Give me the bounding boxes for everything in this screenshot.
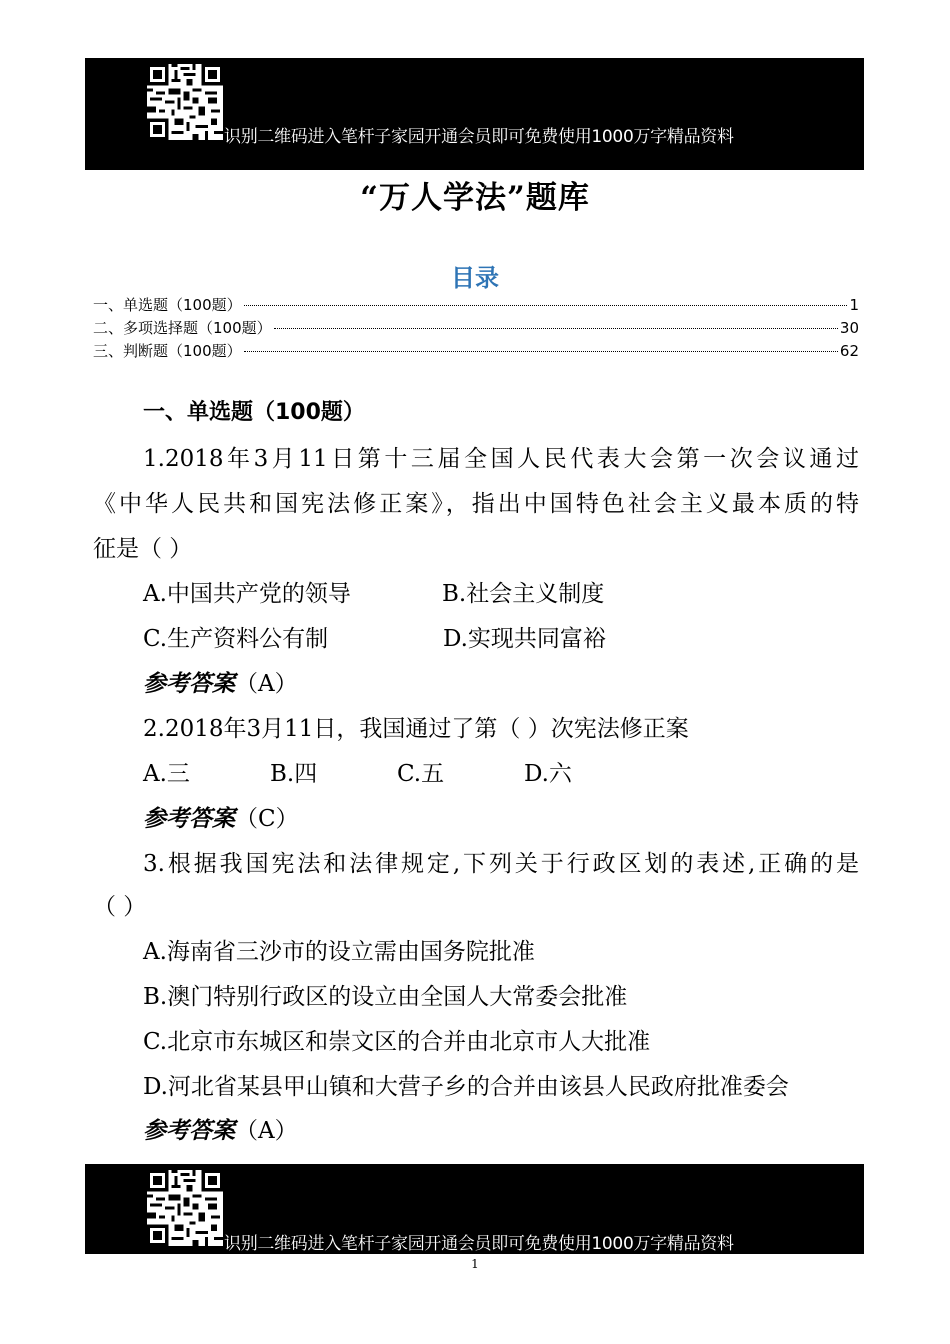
question-stem-line: 《中华人民共和国宪法修正案》，指出中国特色社会主义最本质的特 bbox=[93, 491, 859, 517]
question-stem-line: 1.2018年3月11日第十三届全国人民代表大会第一次会议通过 bbox=[143, 446, 859, 472]
option-b: B.四 bbox=[270, 761, 318, 787]
option-b: B.澳门特别行政区的设立由全国人大常委会批准 bbox=[143, 984, 628, 1010]
toc-entry[interactable] bbox=[93, 294, 859, 317]
page-number: 1 bbox=[471, 1257, 479, 1271]
document-title: “万人学法”题库 bbox=[360, 180, 590, 216]
option-c: C.生产资料公有制 bbox=[143, 626, 329, 652]
toc-entry[interactable] bbox=[93, 317, 859, 340]
question-stem-line: 2.2018年3月11日，我国通过了第（ ）次宪法修正案 bbox=[143, 716, 689, 742]
top-banner bbox=[85, 58, 864, 170]
banner-text: 识别二维码进入笔杆子家园开通会员即可免费使用1000万字精品资料 bbox=[224, 127, 734, 147]
answer-label: 参考答案 bbox=[143, 1117, 235, 1144]
qr-code-icon[interactable] bbox=[147, 1170, 223, 1246]
section-title: 一、单选题（100题） bbox=[143, 400, 365, 425]
answer-value: （A） bbox=[235, 1118, 298, 1144]
question-stem-line: 征是（ ） bbox=[93, 536, 193, 562]
toc-entry-page: 62 bbox=[839, 342, 859, 360]
qr-code-icon[interactable] bbox=[147, 64, 223, 140]
toc-entry-label: 一、单选题（100题） bbox=[93, 296, 242, 314]
option-b: B.社会主义制度 bbox=[442, 581, 605, 607]
answer-label: 参考答案 bbox=[143, 805, 235, 832]
option-c: C.五 bbox=[397, 761, 445, 787]
toc-entry[interactable] bbox=[93, 340, 859, 363]
banner-text: 识别二维码进入笔杆子家园开通会员即可免费使用1000万字精品资料 bbox=[224, 1234, 734, 1254]
option-d: D.实现共同富裕 bbox=[443, 626, 606, 652]
toc-entry-label: 三、判断题（100题） bbox=[93, 342, 242, 360]
option-c: C.北京市东城区和崇文区的合并由北京市人大批准 bbox=[143, 1029, 651, 1055]
toc-leader bbox=[274, 328, 838, 329]
answer-value: （C） bbox=[235, 806, 299, 832]
option-a: A.三 bbox=[143, 761, 190, 787]
option-d: D.六 bbox=[524, 761, 572, 787]
answer-line bbox=[143, 665, 298, 698]
toc-entry-label: 二、多项选择题（100题） bbox=[93, 319, 272, 337]
toc-heading: 目录 bbox=[451, 263, 499, 292]
option-d: D.河北省某县甲山镇和大营子乡的合并由该县人民政府批准委会 bbox=[143, 1074, 789, 1100]
toc-entry-page: 30 bbox=[839, 319, 859, 337]
table-of-contents bbox=[93, 294, 859, 363]
answer-line bbox=[143, 1112, 298, 1145]
toc-entry-page: 1 bbox=[849, 296, 859, 314]
option-a: A.中国共产党的领导 bbox=[143, 581, 351, 607]
question-stem-line: 3.根据我国宪法和法律规定,下列关于行政区划的表述,正确的是 bbox=[143, 851, 859, 877]
option-a: A.海南省三沙市的设立需由国务院批准 bbox=[143, 939, 535, 965]
bottom-banner bbox=[85, 1164, 864, 1254]
toc-leader bbox=[244, 351, 838, 352]
answer-value: （A） bbox=[235, 671, 298, 697]
answer-label: 参考答案 bbox=[143, 670, 235, 697]
answer-line bbox=[143, 800, 299, 833]
question-stem-line: （ ） bbox=[93, 894, 147, 920]
toc-leader bbox=[244, 305, 848, 306]
